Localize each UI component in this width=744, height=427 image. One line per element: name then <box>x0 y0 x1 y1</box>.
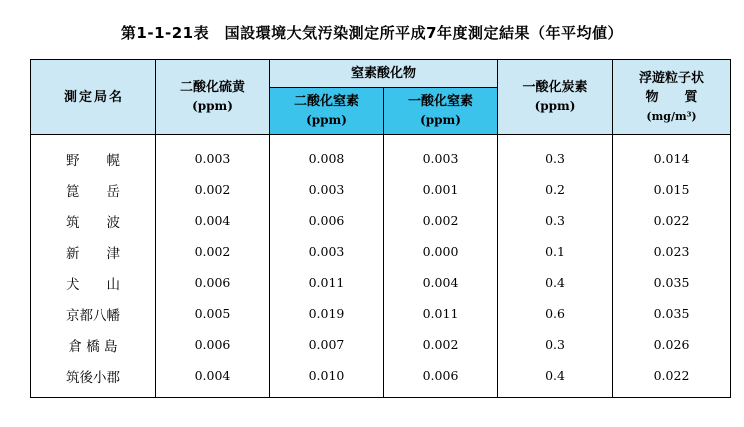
table-row <box>31 360 731 398</box>
table-row <box>31 135 731 175</box>
so2-value: 0.005 <box>156 298 270 329</box>
no2-value: 0.007 <box>270 329 384 360</box>
table-body <box>31 135 731 398</box>
header-no2 <box>270 88 384 135</box>
header-spm-unit: (mg/m³) <box>646 109 697 123</box>
header-station: 測定局名 <box>31 60 156 135</box>
header-spm-label-2: 物 質 <box>645 89 698 105</box>
so2-value: 0.006 <box>156 267 270 298</box>
co-value: 0.2 <box>498 174 613 205</box>
no-value: 0.006 <box>384 360 498 398</box>
so2-value: 0.004 <box>156 205 270 236</box>
table-title: 第1-1-21表 国設環境大気汚染測定所平成7年度測定結果（年平均値） <box>120 24 624 42</box>
header-so2-unit: (ppm) <box>192 99 233 113</box>
table-row <box>31 236 731 267</box>
table-row <box>31 174 731 205</box>
co-value: 0.1 <box>498 236 613 267</box>
spm-value: 0.022 <box>613 205 731 236</box>
header-no <box>384 88 498 135</box>
no-value: 0.002 <box>384 205 498 236</box>
station-name: 筑 波 <box>31 205 156 236</box>
so2-value: 0.002 <box>156 236 270 267</box>
header-no2-label: 二酸化窒素 <box>293 94 359 109</box>
co-value: 0.3 <box>498 135 613 175</box>
no2-value: 0.008 <box>270 135 384 175</box>
co-value: 0.4 <box>498 360 613 398</box>
header-so2-label: 二酸化硫黄 <box>179 80 245 95</box>
spm-value: 0.023 <box>613 236 731 267</box>
so2-value: 0.002 <box>156 174 270 205</box>
station-name: 箟 岳 <box>31 174 156 205</box>
no-value: 0.001 <box>384 174 498 205</box>
no-value: 0.004 <box>384 267 498 298</box>
no2-value: 0.006 <box>270 205 384 236</box>
table-row <box>31 329 731 360</box>
no2-value: 0.003 <box>270 236 384 267</box>
station-name: 新 津 <box>31 236 156 267</box>
station-name: 倉 橋 島 <box>31 329 156 360</box>
header-no-unit: (ppm) <box>420 113 461 127</box>
co-value: 0.3 <box>498 205 613 236</box>
so2-value: 0.006 <box>156 329 270 360</box>
table-row <box>31 298 731 329</box>
no2-value: 0.019 <box>270 298 384 329</box>
spm-value: 0.022 <box>613 360 731 398</box>
so2-value: 0.004 <box>156 360 270 398</box>
station-name: 京都八幡 <box>31 298 156 329</box>
no-value: 0.011 <box>384 298 498 329</box>
co-value: 0.6 <box>498 298 613 329</box>
no2-value: 0.010 <box>270 360 384 398</box>
table-row <box>31 205 731 236</box>
header-so2 <box>156 60 270 135</box>
co-value: 0.4 <box>498 267 613 298</box>
spm-value: 0.015 <box>613 174 731 205</box>
no-value: 0.002 <box>384 329 498 360</box>
header-spm <box>613 60 731 135</box>
header-spm-label-1: 浮遊粒子状 <box>639 70 705 86</box>
measurement-table <box>30 59 731 398</box>
spm-value: 0.035 <box>613 298 731 329</box>
co-value: 0.3 <box>498 329 613 360</box>
header-no-label: 一酸化窒素 <box>408 94 474 109</box>
no-value: 0.003 <box>384 135 498 175</box>
no2-value: 0.011 <box>270 267 384 298</box>
station-name: 野 幌 <box>31 135 156 175</box>
so2-value: 0.003 <box>156 135 270 175</box>
header-co-label: 一酸化炭素 <box>522 80 588 95</box>
station-name: 筑後小郡 <box>31 360 156 398</box>
header-nox-group: 窒素酸化物 <box>270 60 498 88</box>
header-co-unit: (ppm) <box>534 99 576 113</box>
table-row <box>31 267 731 298</box>
spm-value: 0.026 <box>613 329 731 360</box>
header-no2-unit: (ppm) <box>306 113 347 127</box>
no2-value: 0.003 <box>270 174 384 205</box>
spm-value: 0.035 <box>613 267 731 298</box>
station-name: 犬 山 <box>31 267 156 298</box>
no-value: 0.000 <box>384 236 498 267</box>
spm-value: 0.014 <box>613 135 731 175</box>
header-co <box>498 60 613 135</box>
